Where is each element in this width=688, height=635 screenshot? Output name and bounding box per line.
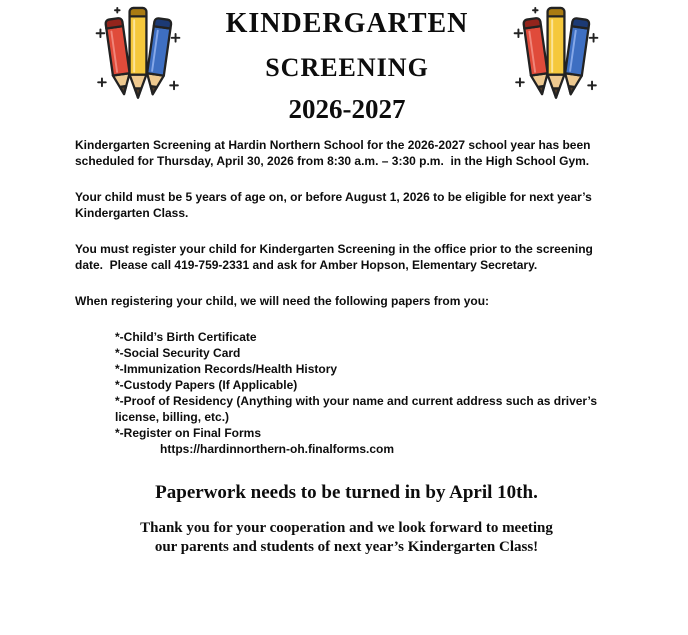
finalforms-url: https://hardinnorthern-oh.finalforms.com (160, 442, 394, 456)
paragraph-papers-intro: When registering your child, we will need the following papers from you: (75, 294, 490, 308)
flyer-title (184, 6, 510, 125)
deadline-text: Paperwork needs to be turned in by April 10th. (155, 482, 538, 503)
paragraph-registration: You must register your child for Kindergarten Screening in the office prior to the screening date. Please call 419-759-2331 and ask for Amber Hopson, Elementary Secretary. (75, 242, 597, 272)
list-item-birth-certificate: *-Child’s Birth Certificate (115, 330, 257, 344)
list-item-immunization: *-Immunization Records/Health History (115, 362, 338, 376)
title-line-3: 2026-2027 (288, 94, 406, 124)
list-item-proof-of-residency: *-Proof of Residency (Anything with your name and current address such as driver’s license, billing, etc.) (115, 394, 601, 424)
list-item-social-security: *-Social Security Card (115, 346, 241, 360)
title-line-2: SCREENING (265, 53, 429, 82)
closing-text: Thank you for your cooperation and we look forward to meeting our parents and students of next year’s Kindergarten Class! (140, 520, 553, 555)
required-papers-list (115, 329, 618, 457)
pencils-clipart-right-icon (510, 6, 602, 108)
flyer-body (0, 125, 688, 557)
title-line-1: KINDERGARTEN (225, 8, 469, 39)
flyer-header (0, 0, 688, 125)
paragraph-age-requirement: Your child must be 5 years of age on, or before August 1, 2026 to be eligible for next year’s Kindergarten Class. (75, 190, 596, 220)
list-item-final-forms: *-Register on Final Forms (115, 426, 262, 440)
paragraph-schedule: Kindergarten Screening at Hardin Northern School for the 2026-2027 school year has been scheduled for Thursday, April 30, 2026 from 8:30 a.m. – 3:30 p.m. in the High School Gym. (75, 138, 594, 168)
pencils-clipart-left-icon (92, 6, 184, 108)
list-item-custody-papers: *-Custody Papers (If Applicable) (115, 378, 298, 392)
